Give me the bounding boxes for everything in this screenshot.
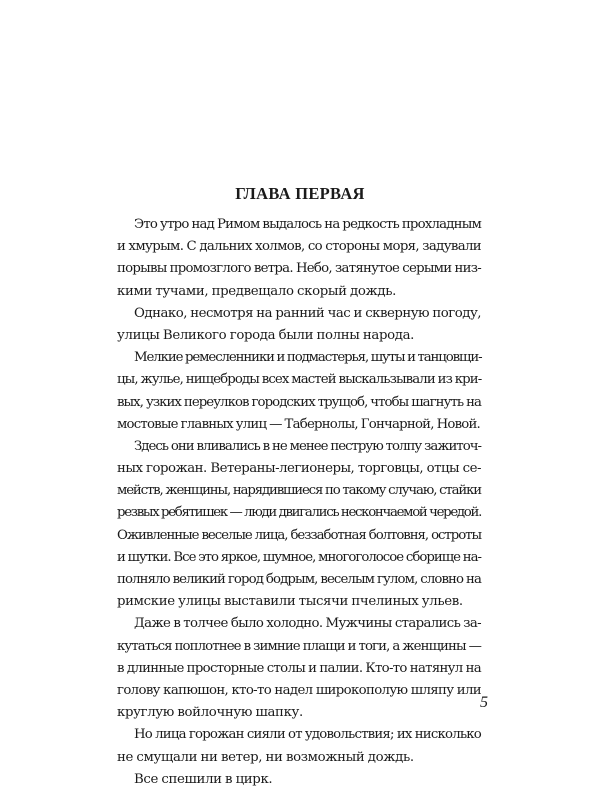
text-line: резвых ребятишек — люди двигались нескончаемой чередой. (117, 505, 481, 521)
text-line: порывы промозглого ветра. Небо, затянутое серыми низ- (117, 261, 481, 277)
chapter-title: ГЛАВА ПЕРВАЯ (235, 184, 365, 203)
text-line: круглую войлочную шапку. (117, 705, 303, 721)
text-line: Оживленные веселые лица, беззаботная болтовня, остроты (117, 527, 481, 543)
text-line: Это утро над Римом выдалось на редкость прохладным (134, 217, 482, 232)
text-line: в длинные просторные столы и палии. Кто-то натянул на (117, 660, 481, 676)
text-line: мостовые главных улиц — Табернолы, Гончарной, Новой. (117, 416, 480, 432)
body-text (117, 214, 481, 791)
text-line: Но лица горожан сияли от удовольствия; их нисколько (134, 727, 481, 743)
text-line: ных горожан. Ветераны-легионеры, торговцы, отцы се- (117, 461, 481, 477)
text-line: Все спешили в цирк. (134, 771, 273, 787)
text-line: голову капюшон, кто-то надел широкополую шляпу или (117, 682, 481, 698)
text-line: и шутки. Все это яркое, шумное, многоголосое сборище на- (117, 549, 481, 565)
text-line: кими тучами, предвещало скорый дождь. (117, 283, 396, 299)
text-line: кутаться поплотнее в зимние плащи и тоги, а женщины — (117, 638, 481, 654)
text-line: улицы Великого города были полны народа. (117, 327, 415, 343)
text-line: Здесь они вливались в не менее пеструю толпу зажиточ- (134, 438, 481, 454)
text-line: Даже в толчее было холодно. Мужчины старались за- (134, 616, 481, 632)
text-line: Мелкие ремесленники и подмастерья, шуты и танцовщи- (134, 350, 482, 366)
page-number: 5 (480, 694, 488, 711)
text-line: мейств, женщины, нарядившиеся по такому случаю, стайки (117, 483, 481, 499)
text-line: римские улицы выставили тысячи пчелиных ульев. (117, 594, 463, 610)
text-line: Однако, несмотря на ранний час и скверную погоду, (134, 305, 481, 321)
text-line: полняло великий город бодрым, веселым гулом, словно на (117, 572, 481, 587)
text-line: вых, узких переулков городских трущоб, чтобы шагнуть на (117, 394, 481, 410)
text-line: цы, жулье, нищеброды всех мастей выскальзывали из кри- (117, 372, 482, 388)
text-line: и хмурым. С дальних холмов, со стороны моря, задували (117, 239, 481, 255)
text-line: не смущали ни ветер, ни возможный дождь. (117, 749, 414, 765)
